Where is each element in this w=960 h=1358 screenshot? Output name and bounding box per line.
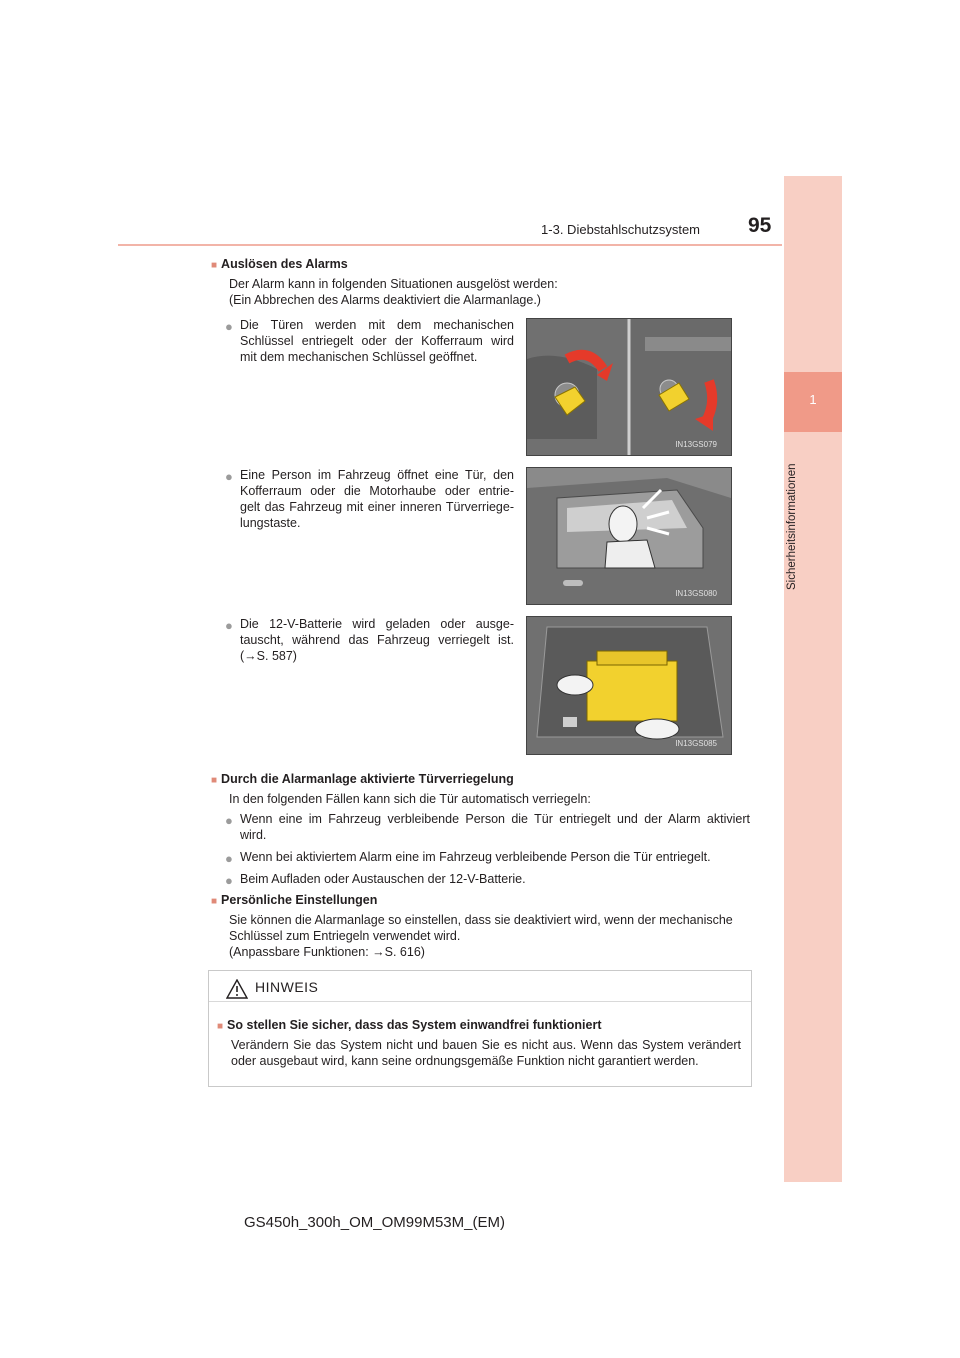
notice-box: [208, 970, 752, 1087]
notice-heading: ■ So stellen Sie sicher, dass das System einwandfrei funktioniert: [217, 1018, 602, 1032]
figure-code-2: IN13GS080: [675, 589, 717, 598]
alarm-item-2: Eine Person im Fahrzeug öffnet eine Tür, den Kofferraum oder die Motorhaube oder entrie- gelt das Fahrzeug mit einer inneren Türverriege- lungstaste.: [240, 468, 514, 530]
alarm-item-3: Die 12-V-Batterie wird geladen oder ausge- tauscht, während das Fahrzeug verriegelt ist. (→S. 587): [240, 617, 514, 663]
door-lock-item-1b: wird.: [240, 828, 267, 842]
key-lock-illustration: [527, 319, 731, 455]
notice-divider: [209, 1001, 751, 1002]
dot-bullet-icon: ●: [225, 813, 233, 828]
door-lock-heading: ■ Durch die Alarmanlage aktivierte Türverriegelung: [211, 772, 514, 786]
door-lock-item-2: Wenn bei aktiviertem Alarm eine im Fahrzeug verbleibende Person die Tür entriegelt.: [240, 850, 711, 864]
notice-line-1: Verändern Sie das System nicht und bauen Sie es nicht aus. Wenn das System verändert: [231, 1038, 741, 1052]
personal-line-2: Schlüssel zum Entriegeln verwendet wird.: [229, 929, 461, 943]
chapter-number: 1: [809, 392, 817, 407]
alarm-intro-2: (Ein Abbrechen des Alarms deaktiviert die Alarmanlage.): [229, 293, 541, 307]
personal-line-3: (Anpassbare Funktionen: →S. 616): [229, 945, 425, 959]
square-bullet-icon: ■: [217, 1021, 224, 1032]
person-in-car-illustration: [527, 468, 731, 604]
alarm-heading: ■ Auslösen des Alarms: [211, 257, 348, 271]
dot-bullet-icon: ●: [225, 873, 233, 888]
door-lock-intro: In den folgenden Fällen kann sich die Tür automatisch verriegeln:: [229, 792, 591, 806]
figure-battery: [526, 616, 732, 755]
door-lock-item-1a: Wenn eine im Fahrzeug verbleibende Person die Tür entriegelt und der Alarm aktiviert: [240, 812, 750, 826]
personal-line-1: Sie können die Alarmanlage so einstellen, dass sie deaktiviert wird, wenn der mechanische: [229, 913, 733, 927]
square-bullet-icon: ■: [211, 775, 218, 786]
dot-bullet-icon: ●: [225, 851, 233, 866]
figure-person-door: [526, 467, 732, 605]
notice-line-2: oder ausgebaut wird, kann seine ordnungsgemäße Funktion nicht garantiert werden.: [231, 1054, 699, 1068]
notice-label: HINWEIS: [255, 979, 319, 995]
figure-code-3: IN13GS085: [675, 739, 717, 748]
door-lock-item-3: Beim Aufladen oder Austauschen der 12-V-Batterie.: [240, 872, 526, 886]
chapter-title: Sicherheitsinformationen: [786, 463, 798, 590]
alarm-intro-1: Der Alarm kann in folgenden Situationen ausgelöst werden:: [229, 277, 558, 291]
alarm-item-1: Die Türen werden mit dem mechanischen Schlüssel entriegelt oder der Kofferraum wird mit dem mechanischen Schlüssel geöffnet.: [240, 318, 514, 364]
warning-triangle-icon: [226, 979, 248, 999]
document-code: GS450h_300h_OM_OM99M53M_(EM): [244, 1214, 505, 1231]
personal-heading: ■ Persönliche Einstellungen: [211, 893, 378, 907]
dot-bullet-icon: ●: [225, 618, 233, 633]
header-rule: [118, 244, 782, 246]
page-number: 95: [748, 214, 772, 237]
section-title: 1-3. Diebstahlschutzsystem: [541, 222, 700, 237]
figure-mechanical-key: [526, 318, 732, 456]
square-bullet-icon: ■: [211, 260, 218, 271]
side-strip: [784, 176, 842, 1182]
square-bullet-icon: ■: [211, 896, 218, 907]
figure-code-1: IN13GS079: [675, 440, 717, 449]
dot-bullet-icon: ●: [225, 469, 233, 484]
battery-illustration: [527, 617, 731, 754]
dot-bullet-icon: ●: [225, 319, 233, 334]
